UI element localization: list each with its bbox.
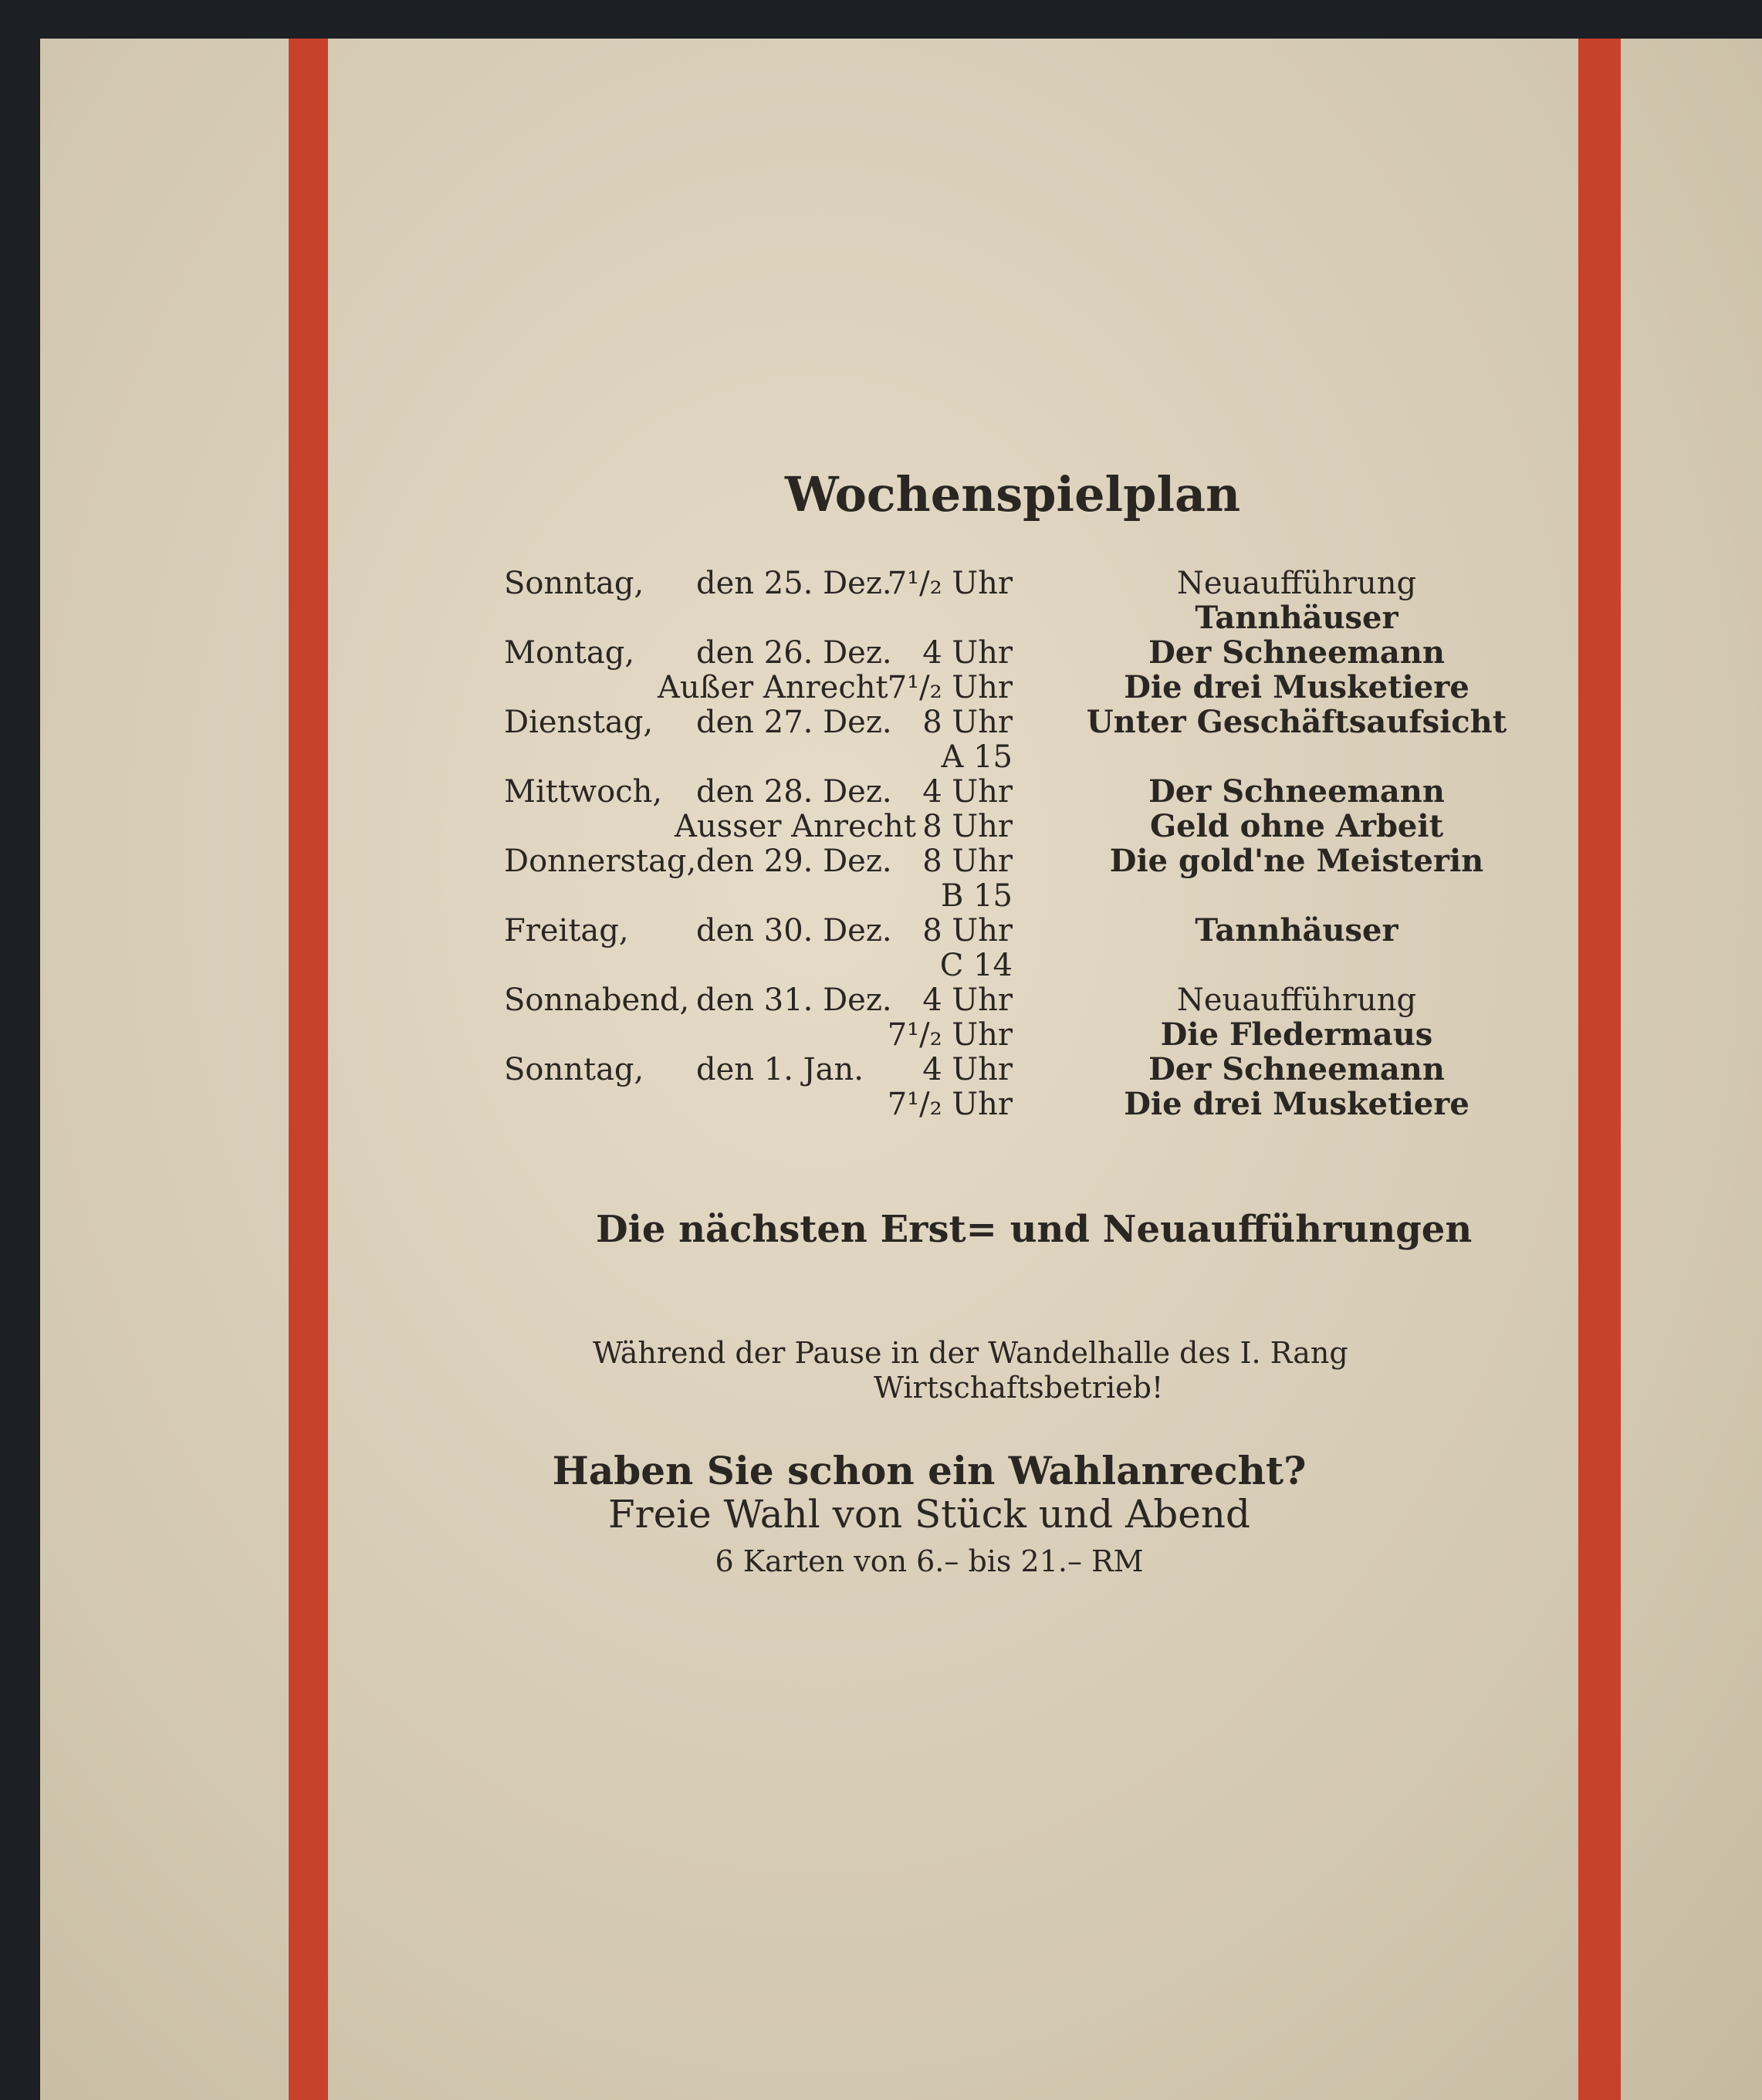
schedule-day: Dienstag, — [504, 705, 654, 740]
schedule-day: Montag, — [504, 635, 635, 671]
schedule-play: Tannhäuser — [1195, 600, 1398, 636]
schedule-date: den 1. Jan. — [696, 1052, 864, 1087]
schedule-play: Tannhäuser — [1195, 912, 1398, 949]
schedule-note: Außer Anrecht — [658, 670, 888, 705]
schedule-play: Die drei Musketiere — [1124, 1086, 1469, 1122]
right-red-stripe — [1578, 39, 1621, 2100]
schedule-date: den 26. Dez. — [696, 635, 892, 671]
schedule-time: 7¹/₂ Uhr — [887, 1087, 1013, 1122]
next-premieres-heading: Die nächsten Erst= und Neuaufführungen — [596, 1208, 1473, 1251]
schedule-time: 8 Uhr — [922, 705, 1013, 740]
schedule-play: Der Schneemann — [1148, 634, 1445, 671]
schedule-time: 4 Uhr — [922, 774, 1013, 810]
schedule-time: 4 Uhr — [922, 635, 1013, 671]
intermission-notice-2: Wirtschaftsbetrieb! — [874, 1371, 1164, 1405]
schedule-time: 7¹/₂ Uhr — [887, 1017, 1013, 1053]
schedule-date: den 27. Dez. — [696, 705, 892, 740]
schedule-time: 7¹/₂ Uhr — [887, 670, 1013, 705]
schedule-play: Unter Geschäftsaufsicht — [1086, 704, 1507, 740]
left-red-stripe — [289, 39, 328, 2100]
schedule-date: den 29. Dez. — [696, 844, 892, 879]
intermission-notice: Während der Pause in der Wandelhalle des I. Rang — [593, 1336, 1348, 1370]
schedule-day: Donnerstag, — [504, 844, 697, 879]
page-title: Wochenspielplan — [785, 466, 1241, 522]
schedule-play: Die gold'ne Meisterin — [1109, 843, 1484, 879]
schedule-time: 4 Uhr — [922, 982, 1013, 1018]
schedule-day: Sonntag, — [504, 1052, 644, 1087]
schedule-date: den 31. Dez. — [696, 982, 892, 1018]
schedule-day: Sonntag, — [504, 566, 644, 601]
program-page — [40, 39, 1762, 2100]
schedule-subscription: A 15 — [941, 739, 1013, 775]
subscription-ad-subheading: Freie Wahl von Stück und Abend — [607, 1492, 1251, 1537]
schedule-time: 8 Uhr — [922, 809, 1013, 844]
schedule-time: 4 Uhr — [922, 1052, 1013, 1087]
schedule-play: Der Schneemann — [1148, 773, 1445, 810]
schedule-play-note: Neuaufführung — [1176, 566, 1417, 601]
schedule-play: Der Schneemann — [1148, 1051, 1445, 1087]
schedule-day: Sonnabend, — [504, 982, 690, 1018]
schedule-date: den 28. Dez. — [696, 774, 892, 810]
schedule-day: Freitag, — [504, 913, 629, 949]
subscription-ad-heading: Haben Sie schon ein Wahlanrecht? — [552, 1448, 1307, 1493]
schedule-time: 8 Uhr — [922, 913, 1013, 949]
schedule-subscription: B 15 — [940, 878, 1013, 914]
schedule-note: Ausser Anrecht — [675, 809, 916, 844]
schedule-date: den 25. Dez. — [696, 566, 892, 601]
schedule-date: den 30. Dez. — [696, 913, 892, 949]
subscription-ad-price: 6 Karten von 6.– bis 21.– RM — [715, 1544, 1144, 1578]
schedule-play: Die Fledermaus — [1160, 1016, 1433, 1053]
schedule-day: Mittwoch, — [504, 774, 663, 810]
schedule-play: Neuaufführung — [1176, 982, 1417, 1018]
schedule-play: Geld ohne Arbeit — [1149, 808, 1444, 844]
schedule-play: Die drei Musketiere — [1124, 669, 1469, 705]
schedule-subscription: C 14 — [939, 948, 1013, 983]
schedule-time: 7¹/₂ Uhr — [887, 566, 1013, 601]
schedule-time: 8 Uhr — [922, 844, 1013, 879]
